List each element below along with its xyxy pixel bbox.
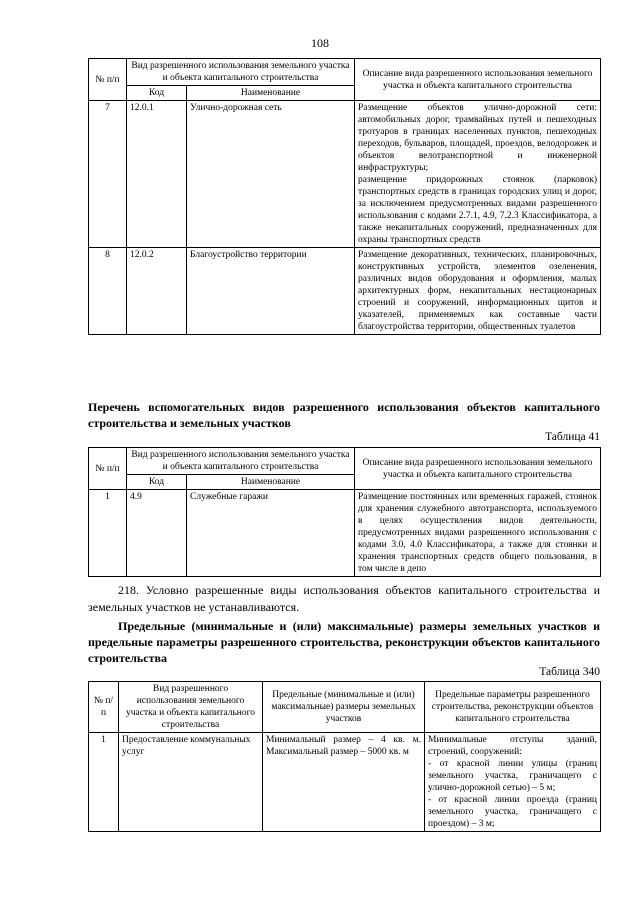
- row-name: Служебные гаражи: [187, 490, 355, 577]
- row-num: 1: [89, 733, 119, 832]
- col-header-name: Наименование: [187, 475, 355, 490]
- table-row: [89, 490, 601, 577]
- table-limits: [88, 681, 601, 832]
- row-kind: Предоставление коммунальных услуг: [119, 733, 263, 832]
- table-row: [89, 248, 601, 335]
- col-header-code: Код: [127, 475, 187, 490]
- row-num: 7: [89, 101, 127, 248]
- table-permitted-uses: [88, 58, 601, 335]
- row-desc: Размещение декоративных, технических, планировочных, конструктивных устройств, элементов озеленения, различных видов оборудования и оформления, малых архитектурных форм, некапитальных нестационарных строений и сооружений, информационных щитов и указателей, применяемых как составные части благоустройства территории, общественных туалетов: [355, 248, 601, 335]
- row-desc: Размещение постоянных или временных гаражей, стоянок для хранения служебного автотранспорта, используемого в целях осуществления видов деятельности, предусмотренных видами разрешенного использования с кодами 3.0, 4.0 Классификатора, а также для стоянки и хранения транспортных средств общего пользования, в том числе в депо: [355, 490, 601, 577]
- row-code: 12.0.2: [127, 248, 187, 335]
- col-header-desc: Описание вида разрешенного использования земельного участка и объекта капитального строительства: [355, 448, 601, 490]
- paragraph-218: 218. Условно разрешенные виды использования объектов капитального строительства и земельных участков не устанавливаются.: [88, 583, 600, 614]
- row-desc: Размещение объектов улично-дорожной сети: автомобильных дорог, трамвайных путей и пешеходных тротуаров в границах населенных пунктов, пешеходных переходов, бульваров, площадей, проездов, велодорожек и объектов велотранспортной и инженерной инфраструктуры; размещение придорожных стоянок (парковок) транспортных средств в границах городских улиц и дорог, за исключением предусмотренных видами разрешенного использования с кодами 2.7.1, 4.9, 7.2.3 Классификатора, а также некапитальных сооружений, предназначенных для охраны транспортных средств: [355, 101, 601, 248]
- col-header-num: № п/п: [89, 682, 119, 733]
- table-auxiliary-uses: [88, 447, 601, 577]
- table-row: [89, 101, 601, 248]
- table-label: Таблица 41: [545, 431, 600, 443]
- row-params: Минимальные отступы зданий, строений, сооружений: - от красной линии улицы (границ земельного участка, граничащего с улично-дорожной сетью) – 5 м; - от красной линии проезда (границ земельного участка, граничащего с проездом) – 3 м;: [425, 733, 601, 832]
- section-heading-limits: Предельные (минимальные и (или) максимальные) размеры земельных участков и предельные параметры разрешенного строительства, реконструкции объектов капитального строительства: [88, 619, 600, 665]
- row-name: Улично-дорожная сеть: [187, 101, 355, 248]
- col-header-num: № п/п: [89, 448, 127, 490]
- col-header-name: Наименование: [187, 86, 355, 101]
- col-header-code: Код: [127, 86, 187, 101]
- row-code: 12.0.1: [127, 101, 187, 248]
- row-num: 1: [89, 490, 127, 577]
- row-code: 4.9: [127, 490, 187, 577]
- table-row: [89, 733, 601, 832]
- row-sizes: Минимальный размер – 4 кв. м. Максимальный размер – 5000 кв. м: [263, 733, 425, 832]
- col-header-params: Предельные параметры разрешенного строительства, реконструкции объектов капитального строительства: [425, 682, 601, 733]
- col-header-sizes: Предельные (минимальные и (или) максимальные) размеры земельных участков: [263, 682, 425, 733]
- col-header-kind: Вид разрешенного использования земельного участка и объекта капитального строительства: [127, 448, 355, 475]
- col-header-kind: Вид разрешенного использования земельного участка и объекта капитального строительства: [119, 682, 263, 733]
- col-header-kind: Вид разрешенного использования земельного участка и объекта капитального строительства: [127, 59, 355, 86]
- col-header-desc: Описание вида разрешенного использования земельного участка и объекта капитального строительства: [355, 59, 601, 101]
- row-num: 8: [89, 248, 127, 335]
- table-label: Таблица 340: [539, 666, 600, 678]
- section-heading-auxiliary: Перечень вспомогательных видов разрешенного использования объектов капитального строительства и земельных участков: [88, 400, 600, 430]
- row-name: Благоустройство территории: [187, 248, 355, 335]
- page-number: 108: [311, 36, 329, 50]
- col-header-num: № п/п: [89, 59, 127, 101]
